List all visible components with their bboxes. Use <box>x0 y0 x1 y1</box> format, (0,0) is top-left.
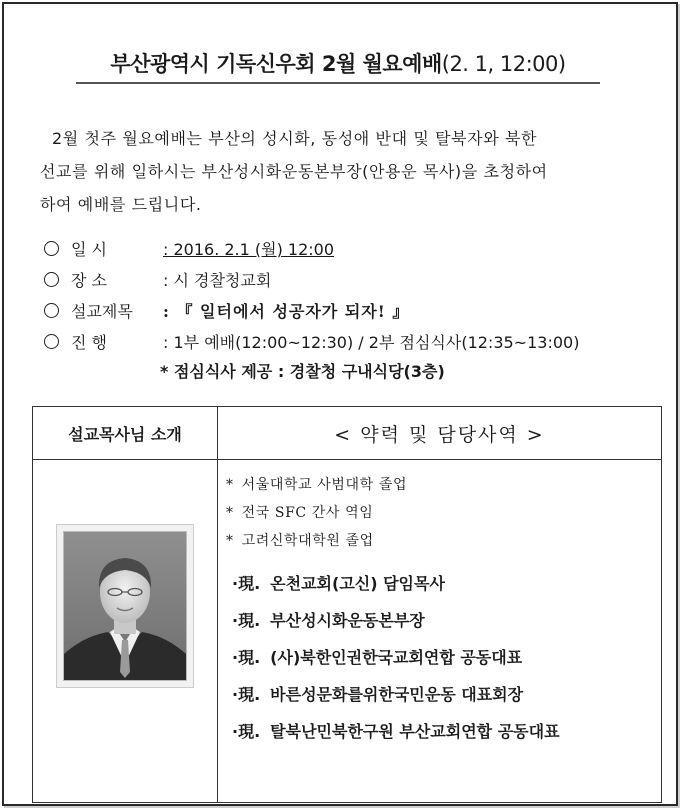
current-position-item: ·現. 부산성시화운동본부장 <box>232 611 425 630</box>
circle-bullet-icon <box>44 334 59 349</box>
pastor-photo <box>63 531 187 681</box>
current-position-item: ·現. 바른성문화를위한국민운동 대표회장 <box>232 685 524 704</box>
event-info <box>44 234 579 358</box>
intro-line-2: 선교를 위해 일하시는 부산성시화운동본부장(안용운 목사)을 초청하여 <box>40 162 548 181</box>
intro-line-3: 하여 예배를 드립니다. <box>40 195 202 214</box>
info-value: : 1부 예배(12:00~12:30) / 2부 점심식사(12:35~13:00) <box>163 333 580 352</box>
education-item: * 서울대학교 사범대학 졸업 <box>226 477 408 493</box>
lunch-note: * 점심식사 제공 : 경찰청 구내식당(3층) <box>160 362 445 381</box>
circle-bullet-icon <box>44 303 59 318</box>
pastor-profile-table <box>32 406 662 803</box>
info-label: 설교제목 <box>71 302 133 321</box>
info-label: 일 시 <box>71 240 107 259</box>
info-label: 진 행 <box>71 333 107 352</box>
intro-line-1: 2월 첫주 월요예배는 부산의 성시화, 동성애 반대 및 탈북자와 북한 <box>52 129 538 148</box>
circle-bullet-icon <box>44 241 59 256</box>
info-row-sermon <box>44 296 579 327</box>
career-cell <box>218 460 662 803</box>
current-positions-list <box>226 565 660 750</box>
info-value: : 2016. 2.1 (월) 12:00 <box>163 240 335 259</box>
title-date: (2. 1, 12:00) <box>441 52 566 76</box>
education-list <box>226 471 660 555</box>
info-row-place <box>44 265 579 296</box>
intro-paragraph <box>40 122 640 221</box>
header-pastor-intro: 설교목사님 소개 <box>33 407 218 460</box>
current-position-item: ·現. 탈북난민북한구원 부산교회연합 공동대표 <box>232 722 560 741</box>
info-value: : 『 일터에서 성공자가 되자! 』 <box>163 302 410 321</box>
header-career: < 약력 및 담당사역 > <box>218 407 662 460</box>
current-position-item: ·現. (사)북한인권한국교회연합 공동대표 <box>232 648 523 667</box>
education-item: * 전국 SFC 간사 역임 <box>226 505 374 521</box>
asterisk-bullet-icon: * <box>226 477 234 493</box>
info-row-schedule <box>44 327 579 358</box>
document-title <box>0 48 676 78</box>
info-label: 장 소 <box>71 271 107 290</box>
circle-bullet-icon <box>44 272 59 287</box>
asterisk-bullet-icon: * <box>226 505 234 521</box>
info-row-date <box>44 234 579 265</box>
asterisk-bullet-icon: * <box>226 533 234 549</box>
photo-cell <box>33 460 218 803</box>
title-main: 부산광역시 기독신우회 2월 월요예배 <box>110 52 442 76</box>
title-underline <box>76 82 600 84</box>
education-item: * 고려신학대학원 졸업 <box>226 533 374 549</box>
current-position-item: ·現. 온천교회(고신) 담임목사 <box>232 574 445 593</box>
info-value: : 시 경찰청교회 <box>163 271 272 290</box>
pastor-portrait-image <box>64 532 186 680</box>
